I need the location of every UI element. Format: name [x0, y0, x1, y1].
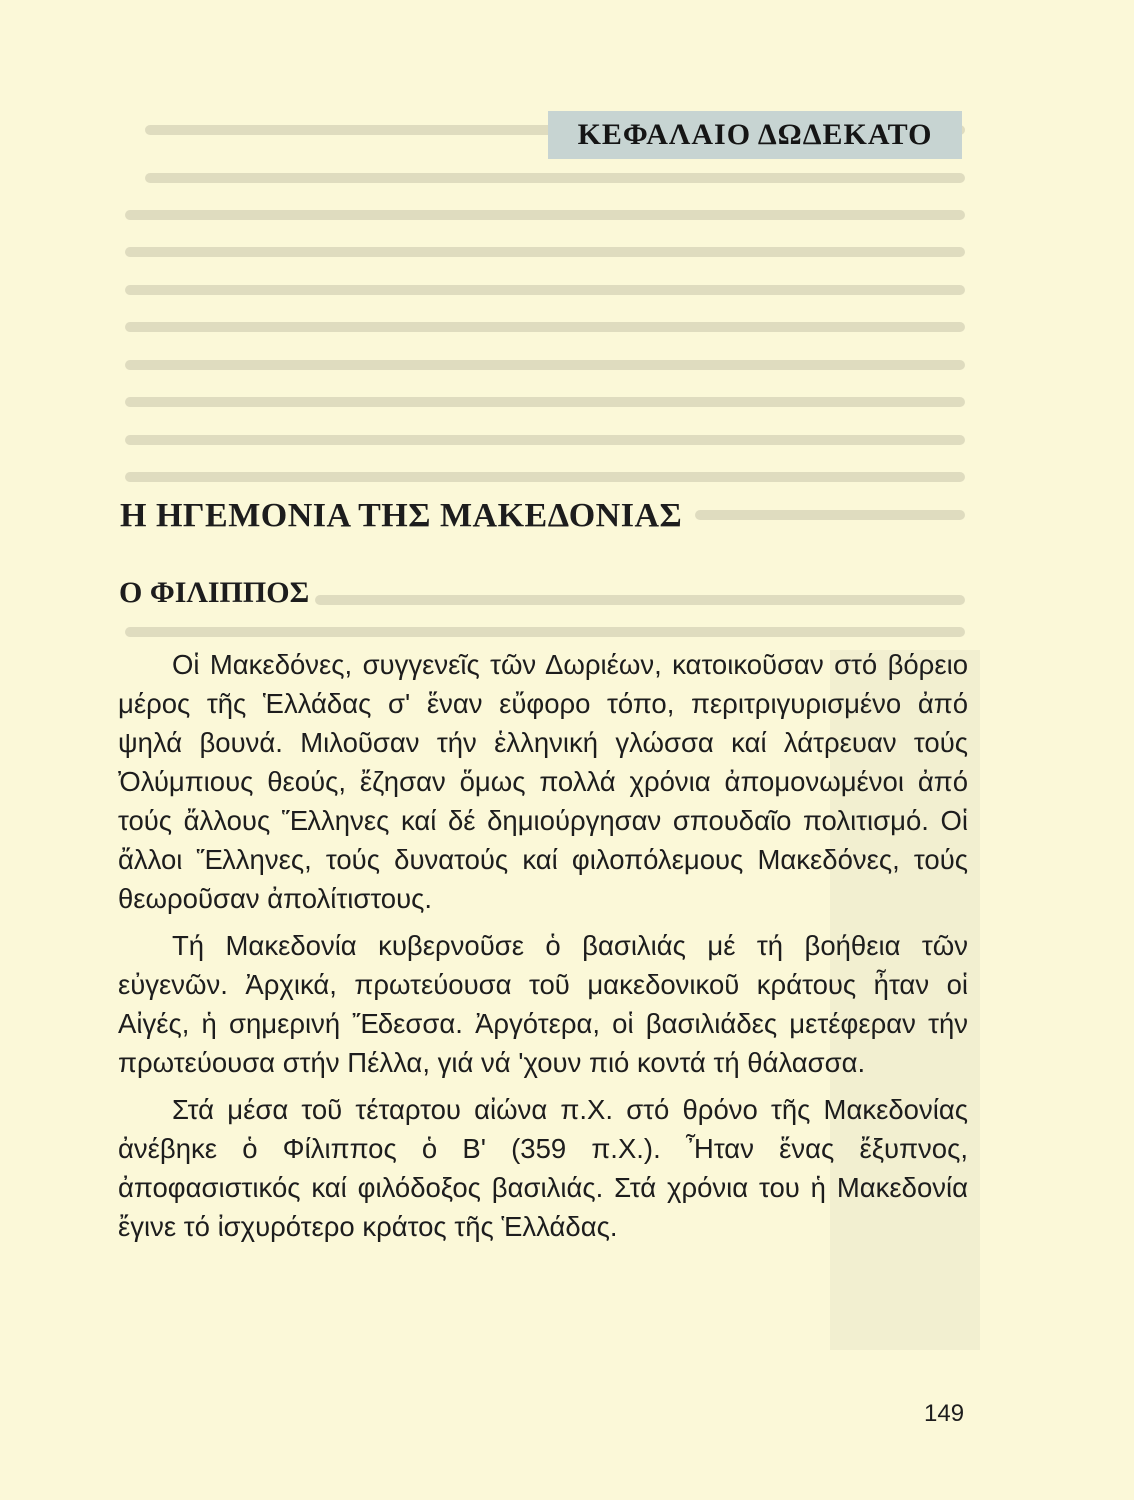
- chapter-title: ΚΕΦΑΛΑΙΟ ΔΩΔΕΚΑΤΟ: [577, 118, 933, 151]
- chapter-heading-box: [548, 111, 962, 159]
- subsection-title: Ο ΦΙΛΙΠΠΟΣ: [119, 576, 310, 609]
- paragraph: Οἱ Μακεδόνες, συγγενεῖς τῶν Δωριέων, κατοικοῦσαν στό βόρειο μέρος τῆς Ἑλλάδας σ' ἕναν εὔφορο τόπο, περιτριγυρισμένο ἀπό ψηλά βουνά. Μιλοῦσαν τήν ἑλληνική γλώσσα καί λάτρευαν τούς Ὀλύμπιους θεούς, ἔζησαν ὅμως πολλά χρόνια ἀπομονωμένοι ἀπό τούς ἄλλους Ἕλληνες καί δέ δημιούργησαν σπουδαῖο πολιτισμό. Οἱ ἄλλοι Ἕλληνες, τούς δυνατούς καί φιλοπόλεμους Μακεδόνες, τούς θεωροῦσαν ἀπολίτιστους.: [118, 649, 968, 914]
- paragraph: Τή Μακεδονία κυβερνοῦσε ὁ βασιλιάς μέ τή βοήθεια τῶν εὐγενῶν. Ἀρχικά, πρωτεύουσα τοῦ μακεδονικοῦ κράτους ἦταν οἱ Αἰγές, ἡ σημερινή Ἔδεσσα. Ἀργότερα, οἱ βασιλιάδες μετέφεραν τήν πρωτεύουσα στήν Πέλλα, γιά νά 'χουν πιό κοντά τή θάλασσα.: [118, 930, 968, 1078]
- section-title: Η ΗΓΕΜΟΝΙΑ ΤΗΣ ΜΑΚΕΔΟΝΙΑΣ: [120, 497, 683, 534]
- paragraph: Στά μέσα τοῦ τέταρτου αἰώνα π.Χ. στό θρόνο τῆς Μακεδονίας ἀνέβηκε ὁ Φίλιππος ὁ Β' (359 π.Χ.). Ἦταν ἕνας ἔξυπνος, ἀποφασιστικός καί φιλόδοξος βασιλιάς. Στά χρόνια του ἡ Μακεδονία ἔγινε τό ἰσχυρότερο κράτος τῆς Ἑλλάδας.: [118, 1094, 968, 1242]
- body-text: [118, 645, 968, 1254]
- page-number: 149: [924, 1400, 965, 1427]
